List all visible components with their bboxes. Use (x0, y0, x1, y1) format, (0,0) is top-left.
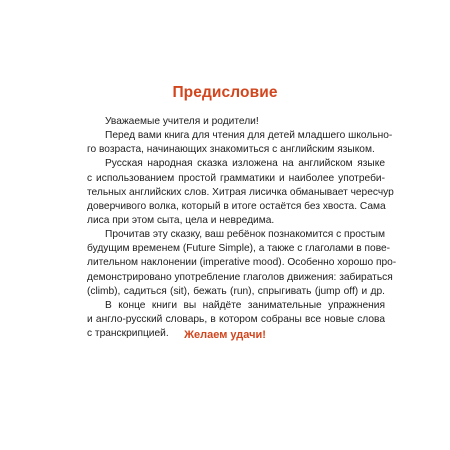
text-line: с использованием простой грамматики и наиболее употреби- (87, 172, 385, 184)
page-title: Предисловие (172, 84, 278, 101)
text-line: демонстрировано употребление глаголов движения: забираться (87, 271, 393, 283)
text-line: Перед вами книга для чтения для детей младшего школьно- (105, 130, 393, 142)
text-line: доверчивого волка, который в итоге остаётся без хвоста. Сама (87, 200, 386, 212)
text-line: и англо-русский словарь, в котором собраны все новые слова (87, 313, 385, 325)
text-line: Прочитав эту сказку, ваш ребёнок познакомится с простым (105, 229, 385, 241)
text-line: будущим временем (Future Simple), а также с глаголами в пове- (87, 243, 391, 255)
text-line: с транскрипцией. (87, 328, 169, 340)
text-line: В конце книги вы найдёте занимательные упражнения (105, 299, 385, 311)
closing-wish: Желаем удачи! (184, 329, 266, 341)
preface-body (87, 115, 397, 341)
text-line: лиса при этом сыта, цела и невредима. (87, 214, 275, 226)
text-line: Русская народная сказка изложена на английском языке (105, 158, 385, 170)
text-line: (climb), садиться (sit), бежать (run), спрыгивать (jump off) и др. (87, 285, 385, 297)
text-line: го возраста, начинающих знакомиться с английским языком. (87, 144, 375, 156)
text-line: тельных английских слов. Хитрая лисичка обманывает чересчур (87, 186, 394, 198)
text-line: лительном наклонении (imperative mood). Особенно хорошо про- (87, 257, 397, 269)
text-line: Уважаемые учителя и родители! (105, 116, 259, 127)
